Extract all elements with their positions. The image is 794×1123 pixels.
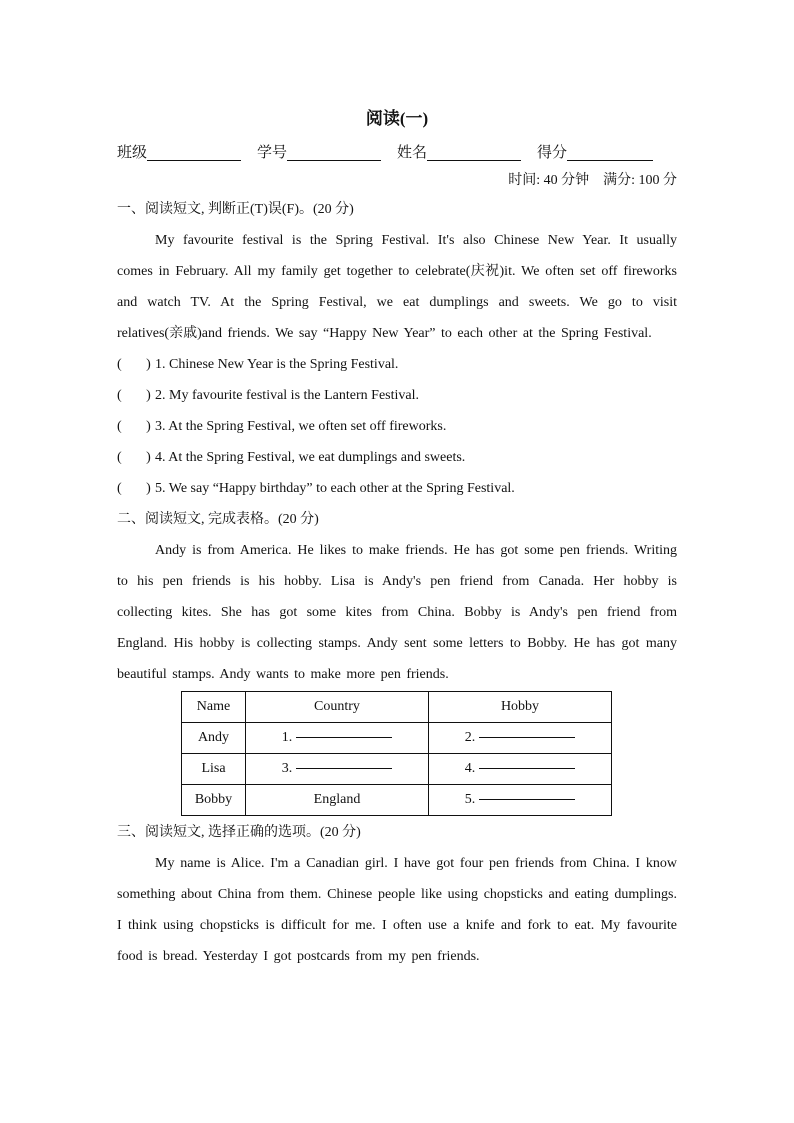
class-blank[interactable] [147,142,241,161]
table-cell-country [246,723,429,754]
answer-number: 1. [281,730,293,745]
table-cell-name: Lisa [182,754,246,785]
section3-heading: 三、阅读短文, 选择正确的选项。(20 分) [117,825,361,840]
time-score-info: 时间: 40 分钟 满分: 100 分 [508,173,677,188]
section1-heading: 一、阅读短文, 判断正(T)误(F)。(20 分) [117,202,354,217]
name-field [397,140,521,166]
section3-passage: My name is Alice. I'm a Canadian girl. I have got four pen friends from China. I know something about China from them. Chinese people like using chopsticks and eating dumplings. I think using chopsticks is difficult for me. I often use a knife and fork to eat. My favourite food is bread. Yesterday I got postcards from my pen friends. [117,856,677,964]
question-item [117,349,677,380]
question-text: 4. At the Spring Festival, we eat dumplings and sweets. [155,450,466,465]
question-text: 5. We say “Happy birthday” to each other at the Spring Festival. [155,481,515,496]
pen-friends-table [181,691,612,816]
section2-heading: 二、阅读短文, 完成表格。(20 分) [117,512,319,527]
class-label: 班级 [117,145,148,161]
table-cell-country: England [246,785,429,816]
answer-paren[interactable]: ( ) [117,388,151,403]
answer-blank[interactable] [296,767,392,769]
answer-blank[interactable] [479,736,575,738]
number-field [257,140,381,166]
table-row [182,785,612,816]
number-label: 学号 [257,145,288,161]
answer-paren[interactable]: ( ) [117,450,151,465]
question-text: 2. My favourite festival is the Lantern Festival. [155,388,419,403]
score-field [537,140,653,166]
score-label: 得分 [537,145,568,161]
table-header: Name [182,692,246,723]
table-header: Country [246,692,429,723]
section1-passage: My favourite festival is the Spring Festival. It's also Chinese New Year. It usually comes in February. All my family get together to celebrate(庆祝)it. We often set off fireworks and watch TV. At the Spring Festival, we eat dumplings and sweets. We go to visit relatives(亲戚)and friends. We say “Happy New Year” to each other at the Spring Festival. [117,233,677,341]
student-info-row [117,140,677,166]
table-row [182,754,612,785]
number-blank[interactable] [287,142,381,161]
question-item [117,380,677,411]
answer-number: 5. [464,792,476,807]
question-item [117,442,677,473]
answer-blank[interactable] [479,798,575,800]
answer-blank[interactable] [479,767,575,769]
question-text: 3. At the Spring Festival, we often set off fireworks. [155,419,447,434]
table-header-row [182,692,612,723]
section2-passage: Andy is from America. He likes to make friends. He has got some pen friends. Writing to his pen friends is his hobby. Lisa is Andy's pen friend from Canada. Her hobby is collecting kites. She has got some kites from China. Bobby is Andy's pen friend from England. His hobby is collecting stamps. Andy sent some letters to Bobby. He has got many beautiful stamps. Andy wants to make more pen friends. [117,543,677,682]
answer-paren[interactable]: ( ) [117,357,151,372]
name-blank[interactable] [427,142,521,161]
question-item [117,411,677,442]
question-text: 1. Chinese New Year is the Spring Festival. [155,357,399,372]
table-row [182,723,612,754]
class-field [117,140,241,166]
answer-blank[interactable] [296,736,392,738]
answer-number: 3. [281,761,293,776]
worksheet-content [117,105,677,972]
table-header: Hobby [429,692,612,723]
page-title: 阅读(一) [365,109,429,128]
table-cell-country [246,754,429,785]
table-cell-name: Bobby [182,785,246,816]
table-cell-name: Andy [182,723,246,754]
answer-number: 2. [464,730,476,745]
question-item [117,473,677,504]
answer-number: 4. [464,761,476,776]
table-cell-hobby [429,723,612,754]
name-label: 姓名 [397,145,428,161]
table-cell-hobby [429,754,612,785]
score-blank[interactable] [567,142,653,161]
answer-paren[interactable]: ( ) [117,419,151,434]
table-cell-hobby [429,785,612,816]
answer-paren[interactable]: ( ) [117,481,151,496]
